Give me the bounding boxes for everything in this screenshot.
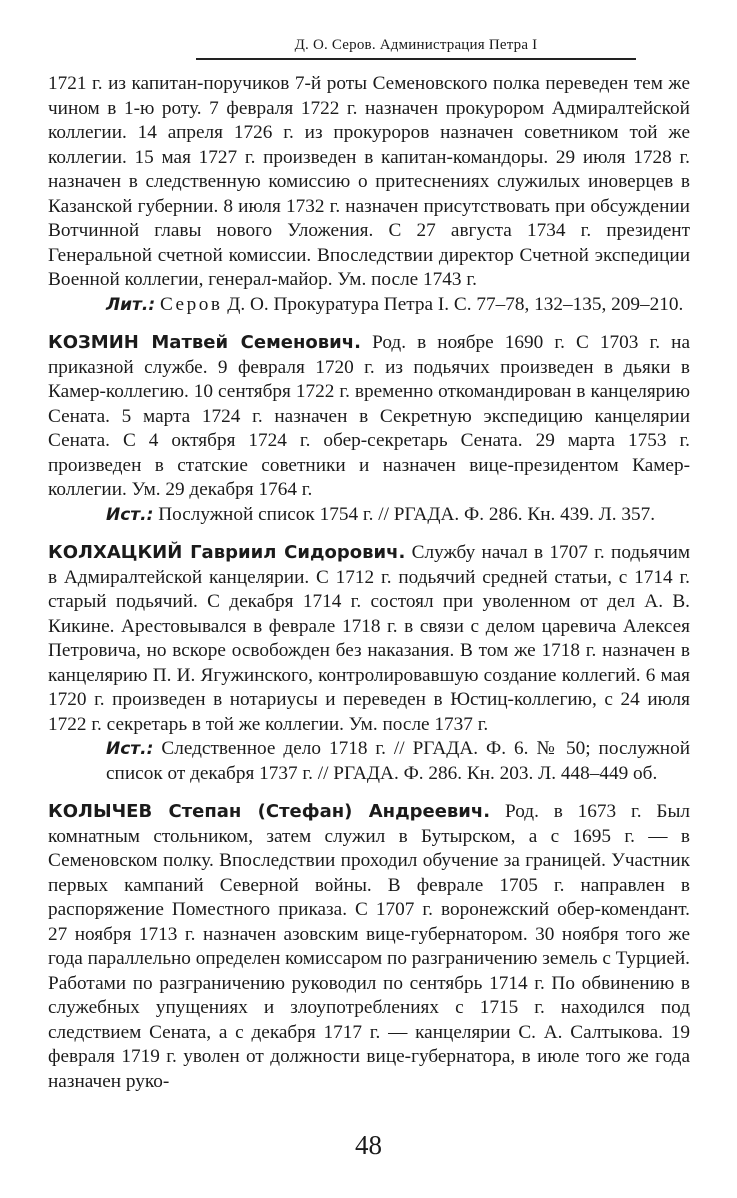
running-header: Д. О. Серов. Администрация Петра I: [294, 37, 538, 53]
reference-label: Ист.:: [106, 739, 154, 759]
entry-continuation-text: 1721 г. из капитан-поручиков 7-й роты Семеновского полка переведен тем же чином в 1-ю роту. 7 февраля 1722 г. назначен прокурором Адмиралтейской коллегии. 14 апреля 1726 г. из прокуроров назначен советником той же коллегии. 15 мая 1727 г. произведен в капитан-командоры. 29 июля 1728 г. назначен в следственную комиссию о притеснениях служилых иноверцев в Казанской губернии. 8 июля 1732 г. назначен присутствовать при обсуждении Вотчинной главы нового Уложения. С 27 августа 1734 г. президент Генеральной счетной комиссии. Впоследствии директор Счетной экспедиции Военной коллегии, генерал-майор. Ум. после 1743 г.: [48, 73, 690, 290]
reference-text: Д. О. Прокуратура Петра I. С. 77–78, 132–135, 209–210.: [227, 293, 684, 315]
entry-heading: КОЛХАЦКИЙ Гавриил Сидорович.: [48, 542, 406, 563]
reference-text: Следственное дело 1718 г. // РГАДА. Ф. 6. № 50; послужной список от декабря 1737 г. // РГАДА. Ф. 286. Кн. 203. Л. 448–449 об.: [106, 738, 691, 784]
reference-label: Ист.:: [106, 504, 154, 525]
reference-text: Послужной список 1754 г. // РГАДА. Ф. 286. Кн. 439. Л. 357.: [158, 503, 656, 525]
reference-label: Лит.:: [106, 294, 156, 315]
page-number: 48: [355, 1130, 382, 1160]
entry-text: Род. в ноябре 1690 г. С 1703 г. на приказной службе. 9 февраля 1720 г. из подьячих произведен в дьяки в Камер-коллегию. 10 сентября 1722 г. временно откомандирован в канцелярию Сената. 5 марта 1724 г. назначен в Секретную экспедицию канцелярии Сената. С 4 октября 1724 г. обер-секретарь Сената. 29 марта 1753 г. произведен в статские советники и назначен вице-президентом Камер-коллегии. Ум. 29 декабря 1764 г.: [48, 332, 691, 500]
literature-reference: [48, 293, 690, 318]
entry-kolychev: [48, 800, 690, 1094]
header-rule: [196, 58, 636, 60]
entry-text: Службу начал в 1707 г. подьячим в Адмиралтейской канцелярии. С 1712 г. подьячий средней статьи, с 1714 г. старый подьячий. С декабря 1714 г. состоял при уволенном от дел А. В. Кикине. Арестовывался в феврале 1718 г. в связи с делом царевича Алексея Петровича, но вскоре освобожден без наказания. В том же 1718 г. назначен в канцелярию П. И. Ягужинского, контролировавшую создание коллегий. 6 мая 1720 г. произведен в нотариусы и переведен в Юстиц-коллегию, с 24 июля 1722 г. секретарь в той же коллегии. Ум. после 1737 г.: [48, 542, 690, 735]
entry-heading: КОЛЫЧЕВ Степан (Стефан) Андреевич.: [48, 801, 491, 822]
entry-heading: КОЗМИН Матвей Семенович.: [48, 332, 361, 353]
source-reference: [48, 737, 690, 786]
entry-kozmin: [48, 331, 690, 503]
reference-author: Серов: [159, 293, 223, 315]
page-body: [48, 72, 690, 1094]
entry-kolkhatsky: [48, 541, 690, 737]
entry-text: Род. в 1673 г. Был комнатным стольником, затем служил в Бутырском, а с 1695 г. — в Семеновском полку. Впоследствии проходил обучение за границей. Участник первых кампаний Северной войны. В феврале 1705 г. направлен в распоряжение Поместного приказа. С 1707 г. воронежский обер-комендант. 27 ноября 1713 г. назначен азовским вице-губернатором. 30 ноября того же года параллельно определен комиссаром по разграничению земель с Турцией. Работами по разграничению руководил по сентябрь 1714 г. По обвинению в служебных упущениях и злоупотреблениях с 1715 г. находился под следствием Сената, а с декабря 1717 г. — канцелярии С. А. Салтыкова. 19 февраля 1719 г. уволен от должности вице-губернатора, в июле того же года назначен руко-: [48, 801, 691, 1092]
source-reference: [48, 503, 690, 528]
